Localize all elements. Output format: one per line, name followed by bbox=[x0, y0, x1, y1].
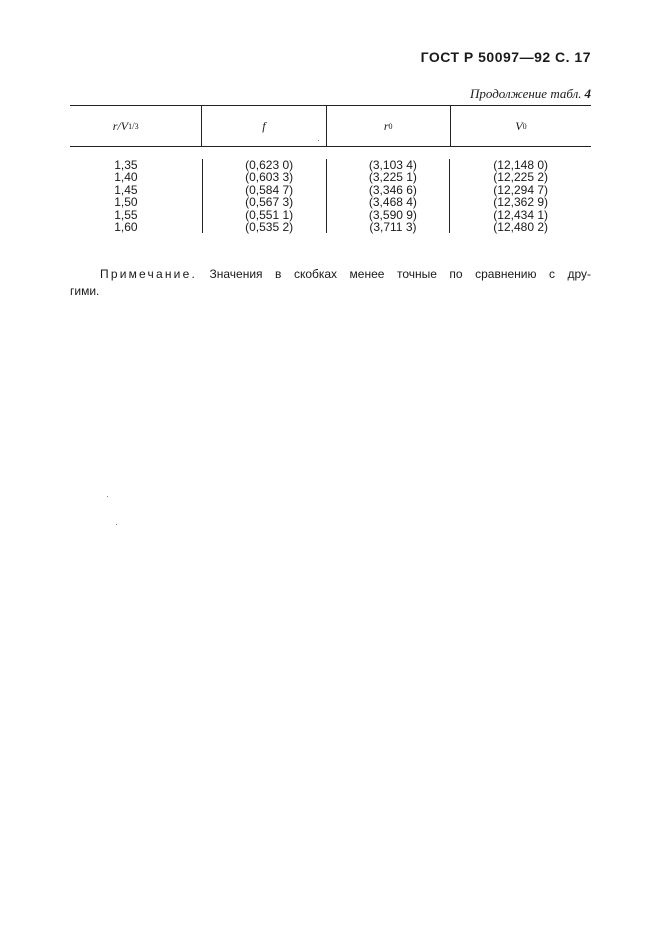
header-r0-sub: 0 bbox=[388, 121, 393, 131]
table-cell: 1,60 bbox=[114, 220, 138, 235]
column-v0 bbox=[449, 159, 591, 233]
table-body bbox=[70, 147, 591, 237]
table-cell: 1,55 bbox=[114, 207, 138, 222]
column-r0 bbox=[326, 159, 450, 233]
header-f-label: f bbox=[262, 118, 266, 133]
table-cell: (3,711 3) bbox=[369, 220, 417, 235]
table-cell: 1,45 bbox=[114, 182, 138, 197]
header-f bbox=[201, 106, 325, 146]
table-cell: (0,551 1) bbox=[245, 207, 294, 222]
table-note bbox=[70, 266, 591, 300]
note-text-line-1: Значения в скобках менее точные по сравнению с дру- bbox=[209, 267, 591, 281]
header-r-over-v-main: r/V bbox=[112, 118, 129, 133]
header-r0 bbox=[326, 106, 450, 146]
table-cell: 1,35 bbox=[114, 158, 138, 172]
table-cell: (0,567 3) bbox=[245, 195, 294, 210]
table-cell: (3,103 4) bbox=[368, 158, 417, 172]
header-v0-main: V bbox=[515, 118, 523, 133]
table-cell: (0,623 0) bbox=[245, 158, 294, 172]
column-r-over-v bbox=[70, 159, 202, 233]
table-cell: (12,225 2) bbox=[493, 170, 548, 185]
data-table bbox=[70, 105, 591, 237]
table-cell: (0,535 2) bbox=[245, 220, 294, 235]
table-cell: (3,346 6) bbox=[368, 182, 417, 197]
table-cell: (3,590 9) bbox=[368, 207, 417, 222]
table-cell: (12,294 7) bbox=[493, 182, 548, 197]
table-cell: 1,50 bbox=[114, 195, 138, 210]
table-number: 4 bbox=[584, 86, 591, 101]
scan-speck bbox=[318, 140, 319, 141]
continuation-text: Продолжение табл. bbox=[470, 86, 582, 101]
header-r-over-v bbox=[70, 106, 201, 146]
table-cell: (0,603 3) bbox=[245, 170, 294, 185]
table-header-row bbox=[70, 106, 591, 146]
table-cell: (12,362 9) bbox=[493, 195, 548, 210]
header-v0-sub: 0 bbox=[522, 121, 527, 131]
table-cell: (0,584 7) bbox=[245, 182, 294, 197]
table-cell: (12,480 2) bbox=[493, 220, 548, 235]
header-r0-main: r bbox=[383, 118, 389, 133]
table-cell: (12,148 0) bbox=[493, 158, 548, 172]
header-r-over-v-slash: / bbox=[132, 121, 135, 131]
table-cell: 1,40 bbox=[114, 170, 138, 185]
header-r-over-v-sup: 1 bbox=[128, 121, 133, 131]
table-cell: (3,225 1) bbox=[368, 170, 417, 185]
scan-speck bbox=[107, 496, 108, 497]
table-cell: (12,434 1) bbox=[493, 207, 548, 222]
note-label: Примечание. bbox=[100, 267, 197, 281]
header-r-over-v-sub: 3 bbox=[134, 121, 139, 131]
table-continuation-label bbox=[470, 86, 591, 102]
table-cell: (3,468 4) bbox=[368, 195, 417, 210]
note-text-line-2: гими. bbox=[70, 284, 100, 298]
column-f bbox=[202, 159, 326, 233]
note-line-1 bbox=[70, 266, 591, 283]
scan-speck bbox=[116, 524, 117, 525]
header-v0 bbox=[450, 106, 591, 146]
page-header: ГОСТ Р 50097—92 С. 17 bbox=[420, 49, 591, 65]
